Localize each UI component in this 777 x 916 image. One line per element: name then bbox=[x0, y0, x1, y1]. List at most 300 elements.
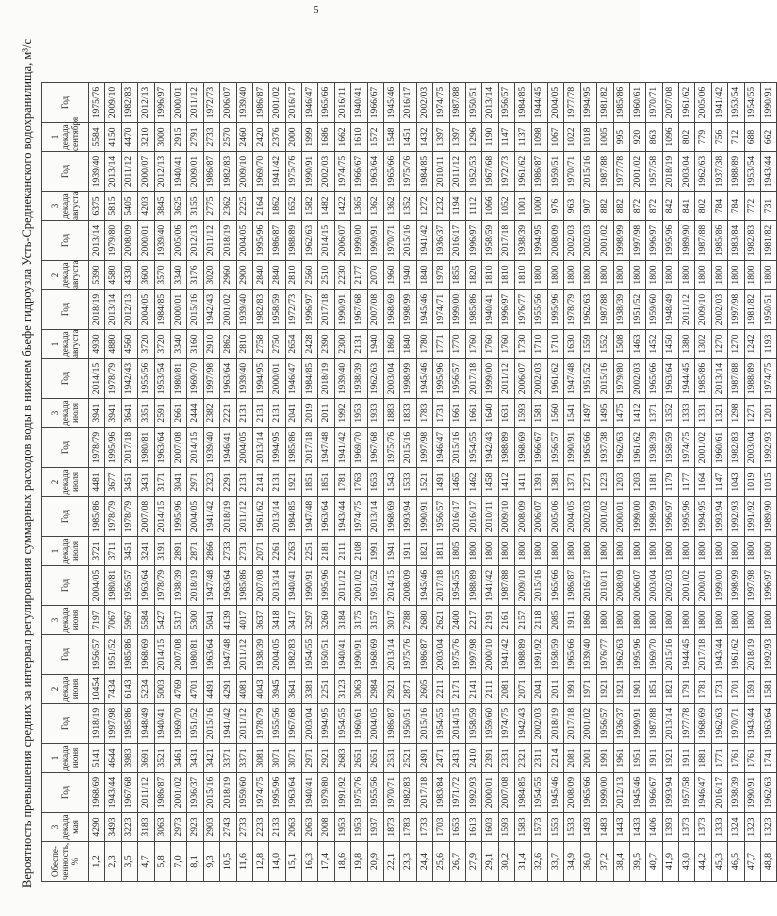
discharge-cell: 712 bbox=[728, 123, 744, 152]
year-cell: 1974/75 bbox=[761, 359, 777, 399]
year-cell: 1997/98 bbox=[105, 704, 121, 744]
discharge-cell: 1203 bbox=[613, 468, 629, 497]
year-cell: 2018/19 bbox=[662, 152, 678, 192]
probability-cell: 20,9 bbox=[367, 842, 383, 882]
discharge-cell: 1581 bbox=[761, 675, 777, 704]
year-cell: 2014/15 bbox=[318, 221, 334, 261]
discharge-cell: 1971 bbox=[580, 675, 596, 704]
year-cell: 1989/90 bbox=[679, 221, 695, 261]
discharge-cell: 1270 bbox=[711, 330, 727, 359]
discharge-cell: 1761 bbox=[728, 744, 744, 773]
table-row bbox=[564, 83, 580, 882]
year-cell: 1990/91 bbox=[416, 497, 432, 537]
year-cell: 1987/88 bbox=[597, 152, 613, 192]
year-cell: 1993/94 bbox=[400, 497, 416, 537]
discharge-cell: 3641 bbox=[285, 675, 301, 704]
discharge-cell: 2788 bbox=[400, 606, 416, 635]
year-cell: 1981/82 bbox=[597, 83, 613, 123]
discharge-cell: 1730 bbox=[515, 330, 531, 359]
discharge-cell: 1937 bbox=[367, 813, 383, 842]
year-cell: 1986/87 bbox=[269, 221, 285, 261]
year-cell: 1946/47 bbox=[695, 773, 711, 813]
discharge-cell: 1371 bbox=[564, 468, 580, 497]
discharge-cell: 2680 bbox=[416, 606, 432, 635]
table-row bbox=[482, 83, 498, 882]
discharge-cell: 1800 bbox=[531, 261, 547, 290]
year-cell: 1940/41 bbox=[170, 152, 186, 192]
year-cell: 1958/59 bbox=[547, 635, 563, 675]
year-cell: 2011/12 bbox=[679, 290, 695, 330]
discharge-cell: 1653 bbox=[449, 813, 465, 842]
discharge-cell: 1840 bbox=[400, 330, 416, 359]
year-cell: 1955/56 bbox=[269, 704, 285, 744]
year-cell: 2001/02 bbox=[629, 152, 645, 192]
table-row bbox=[679, 83, 695, 882]
year-cell: 1996/97 bbox=[662, 497, 678, 537]
year-cell: 1963/64 bbox=[662, 359, 678, 399]
probability-cell: 14,0 bbox=[269, 842, 285, 882]
year-cell: 1972/73 bbox=[498, 152, 514, 192]
discharge-cell: 1630 bbox=[564, 330, 580, 359]
discharge-cell: 3421 bbox=[203, 744, 219, 773]
discharge-cell: 1991 bbox=[597, 744, 613, 773]
discharge-cell: 2866 bbox=[203, 537, 219, 566]
discharge-cell: 1147 bbox=[711, 468, 727, 497]
year-cell: 2015/16 bbox=[662, 635, 678, 675]
table-row bbox=[285, 83, 301, 882]
year-cell: 1982/83 bbox=[728, 428, 744, 468]
year-cell: 1982/83 bbox=[220, 152, 236, 192]
year-cell: 1940/41 bbox=[302, 773, 318, 813]
year-cell: 1963/64 bbox=[285, 773, 301, 813]
discharge-cell: 2063 bbox=[302, 813, 318, 842]
discharge-cell: 3155 bbox=[187, 192, 203, 221]
year-cell: 2008/09 bbox=[547, 221, 563, 261]
discharge-cell: 3371 bbox=[220, 744, 236, 773]
year-cell: 1983/84 bbox=[433, 773, 449, 813]
discharge-cell: 1323 bbox=[744, 813, 760, 842]
year-cell: 2011/12 bbox=[236, 635, 252, 675]
year-cell: 1972/73 bbox=[285, 290, 301, 330]
discharge-cell: 995 bbox=[613, 123, 629, 152]
year-cell: 1946/41 bbox=[220, 428, 236, 468]
discharge-cell: 1603 bbox=[482, 813, 498, 842]
probability-cell: 39,5 bbox=[629, 842, 645, 882]
year-cell: 2017/18 bbox=[302, 428, 318, 468]
discharge-cell: 731 bbox=[761, 192, 777, 221]
year-cell: 1986/87 bbox=[531, 152, 547, 192]
year-cell: 2013/14 bbox=[252, 428, 268, 468]
year-cell: 1974/75 bbox=[252, 773, 268, 813]
year-cell: 2011/12 bbox=[187, 83, 203, 123]
discharge-cell: 1495 bbox=[597, 399, 613, 428]
year-cell: 1943/44 bbox=[334, 497, 350, 537]
year-cell: 1978/79 bbox=[89, 428, 105, 468]
discharge-cell: 1497 bbox=[580, 399, 596, 428]
discharge-cell: 802 bbox=[695, 192, 711, 221]
table-row bbox=[695, 83, 711, 882]
discharge-cell: 2157 bbox=[515, 606, 531, 635]
year-cell: 1994/95 bbox=[318, 704, 334, 744]
discharge-cell: 1194 bbox=[449, 192, 465, 221]
discharge-cell: 1333 bbox=[679, 399, 695, 428]
year-cell: 1974/75 bbox=[498, 704, 514, 744]
year-cell: 1993/94 bbox=[711, 497, 727, 537]
year-cell: 2007/08 bbox=[170, 635, 186, 675]
discharge-cell: 3721 bbox=[89, 537, 105, 566]
discharge-cell: 2171 bbox=[449, 675, 465, 704]
year-cell: 1938/39 bbox=[728, 773, 744, 813]
year-cell: 1954/55 bbox=[465, 428, 481, 468]
discharge-cell: 1800 bbox=[761, 606, 777, 635]
discharge-cell: 1800 bbox=[564, 261, 580, 290]
year-cell: 2004/05 bbox=[236, 221, 252, 261]
header-period: 3 декада августа bbox=[42, 192, 89, 221]
discharge-cell: 1760 bbox=[482, 330, 498, 359]
year-cell: 2018/19 bbox=[744, 635, 760, 675]
discharge-cell: 1302 bbox=[695, 330, 711, 359]
header-period: 2 декада августа bbox=[42, 261, 89, 290]
year-cell: 1985/86 bbox=[89, 497, 105, 537]
year-cell: 1990/91 bbox=[302, 566, 318, 606]
discharge-cell: 3521 bbox=[154, 744, 170, 773]
discharge-cell: 2323 bbox=[203, 468, 219, 497]
probability-table bbox=[41, 82, 777, 882]
year-cell: 1939/40 bbox=[334, 359, 350, 399]
table-row bbox=[728, 83, 744, 882]
year-cell: 1955/56 bbox=[531, 290, 547, 330]
discharge-cell: 920 bbox=[629, 123, 645, 152]
year-cell: 1992/93 bbox=[761, 635, 777, 675]
discharge-cell: 1800 bbox=[679, 537, 695, 566]
year-cell: 2011/12 bbox=[449, 152, 465, 192]
discharge-cell: 1573 bbox=[531, 813, 547, 842]
discharge-cell: 2251 bbox=[302, 537, 318, 566]
year-cell: 1995/96 bbox=[170, 497, 186, 537]
discharge-cell: 2758 bbox=[252, 330, 268, 359]
discharge-cell: 1953 bbox=[351, 399, 367, 428]
discharge-cell: 3941 bbox=[105, 399, 121, 428]
year-cell: 1998/99 bbox=[613, 221, 629, 261]
year-cell: 1985/86 bbox=[121, 704, 137, 744]
discharge-cell: 2891 bbox=[170, 537, 186, 566]
probability-cell: 22,1 bbox=[384, 842, 400, 882]
discharge-cell: 802 bbox=[679, 123, 695, 152]
discharge-cell: 3157 bbox=[367, 606, 383, 635]
discharge-cell: 1810 bbox=[515, 261, 531, 290]
discharge-cell: 6375 bbox=[89, 192, 105, 221]
year-cell: 1951/52 bbox=[367, 566, 383, 606]
year-cell: 2016/17 bbox=[285, 83, 301, 123]
discharge-cell: 1242 bbox=[744, 330, 760, 359]
year-cell: 1953/54 bbox=[154, 359, 170, 399]
probability-cell: 4,7 bbox=[138, 842, 154, 882]
year-cell: 1974/71 bbox=[433, 290, 449, 330]
discharge-cell: 2984 bbox=[367, 675, 383, 704]
probability-cell: 45,3 bbox=[711, 842, 727, 882]
year-cell: 1963/64 bbox=[154, 428, 170, 468]
year-cell: 1987/88 bbox=[597, 290, 613, 330]
discharge-cell: 5427 bbox=[154, 606, 170, 635]
discharge-cell: 2923 bbox=[187, 813, 203, 842]
year-cell: 1940/41 bbox=[154, 704, 170, 744]
year-cell: 1966/67 bbox=[531, 428, 547, 468]
table-row bbox=[662, 83, 678, 882]
table-row bbox=[318, 83, 334, 882]
year-cell: 2002/03 bbox=[711, 290, 727, 330]
discharge-cell: 10454 bbox=[89, 675, 105, 704]
year-cell: 1961/62 bbox=[515, 152, 531, 192]
discharge-cell: 2410 bbox=[465, 744, 481, 773]
year-cell: 2008/09 bbox=[613, 566, 629, 606]
discharge-cell: 2733 bbox=[236, 813, 252, 842]
discharge-cell: 1043 bbox=[728, 468, 744, 497]
discharge-cell: 2131 bbox=[351, 330, 367, 359]
header-year: Год bbox=[42, 566, 89, 606]
discharge-cell: 1781 bbox=[334, 468, 350, 497]
discharge-cell: 2008 bbox=[318, 813, 334, 842]
year-cell: 2018/19 bbox=[318, 359, 334, 399]
year-cell: 2001/02 bbox=[269, 83, 285, 123]
discharge-cell: 882 bbox=[613, 192, 629, 221]
discharge-cell: 1771 bbox=[433, 330, 449, 359]
year-cell: 1998/99 bbox=[400, 359, 416, 399]
year-cell: 2018/19 bbox=[187, 566, 203, 606]
year-cell: 2013/14 bbox=[384, 635, 400, 675]
year-cell: 1940/41 bbox=[285, 566, 301, 606]
year-cell: 1988/89 bbox=[728, 152, 744, 192]
discharge-cell: 2960 bbox=[220, 261, 236, 290]
discharge-cell: 2591 bbox=[154, 399, 170, 428]
discharge-cell: 5584 bbox=[138, 606, 154, 635]
probability-cell: 19,8 bbox=[351, 842, 367, 882]
discharge-cell: 1652 bbox=[285, 192, 301, 221]
discharge-cell: 1352 bbox=[662, 399, 678, 428]
probability-cell: 29,1 bbox=[482, 842, 498, 882]
year-cell: 1992/93 bbox=[761, 428, 777, 468]
year-cell: 1974/75 bbox=[334, 152, 350, 192]
discharge-cell: 872 bbox=[629, 192, 645, 221]
probability-cell: 26,7 bbox=[449, 842, 465, 882]
year-cell: 2000/01 bbox=[170, 83, 186, 123]
discharge-cell: 1953 bbox=[334, 813, 350, 842]
discharge-cell: 1052 bbox=[498, 192, 514, 221]
discharge-cell: 1333 bbox=[711, 813, 727, 842]
discharge-cell: 2661 bbox=[170, 399, 186, 428]
year-cell: 1951/52 bbox=[105, 635, 121, 675]
discharge-cell: 1005 bbox=[597, 123, 613, 152]
discharge-cell: 1763 bbox=[351, 468, 367, 497]
year-cell: 2000/01 bbox=[269, 359, 285, 399]
discharge-cell: 2311 bbox=[531, 744, 547, 773]
year-cell: 2008/09 bbox=[400, 566, 416, 606]
discharge-cell: 1800 bbox=[646, 261, 662, 290]
discharge-cell: 2654 bbox=[285, 330, 301, 359]
discharge-cell: 1800 bbox=[613, 606, 629, 635]
discharge-cell: 1112 bbox=[465, 192, 481, 221]
discharge-cell: 3260 bbox=[318, 606, 334, 635]
discharge-cell: 1458 bbox=[482, 468, 498, 497]
discharge-cell: 2840 bbox=[269, 261, 285, 290]
probability-cell: 9,3 bbox=[203, 842, 219, 882]
discharge-cell: 3071 bbox=[285, 744, 301, 773]
year-cell: 2004/05 bbox=[547, 83, 563, 123]
year-cell: 1967/68 bbox=[482, 152, 498, 192]
year-cell: 1995/96 bbox=[679, 497, 695, 537]
header-year: Год bbox=[42, 773, 89, 813]
discharge-cell: 1800 bbox=[744, 261, 760, 290]
year-cell: 1961/62 bbox=[679, 83, 695, 123]
probability-cell: 36,0 bbox=[580, 842, 596, 882]
year-cell: 1977/78 bbox=[564, 83, 580, 123]
discharge-cell: 1991 bbox=[564, 675, 580, 704]
year-cell: 2016/17 bbox=[400, 83, 416, 123]
year-cell: 1969/70 bbox=[351, 428, 367, 468]
discharge-cell: 3223 bbox=[121, 813, 137, 842]
year-cell: 1979/80 bbox=[318, 773, 334, 813]
discharge-cell: 1800 bbox=[711, 606, 727, 635]
year-cell: 1938/39 bbox=[613, 290, 629, 330]
table-row bbox=[580, 83, 596, 882]
year-cell: 1938/39 bbox=[170, 566, 186, 606]
discharge-cell: 2141 bbox=[465, 675, 481, 704]
discharge-cell: 1731 bbox=[433, 399, 449, 428]
year-cell: 1970/71 bbox=[646, 83, 662, 123]
discharge-cell: 3210 bbox=[138, 123, 154, 152]
discharge-cell: 1181 bbox=[646, 468, 662, 497]
discharge-cell: 1482 bbox=[318, 192, 334, 221]
discharge-cell: 4491 bbox=[203, 675, 219, 704]
year-cell: 2002/03 bbox=[580, 221, 596, 261]
discharge-cell: 1911 bbox=[646, 744, 662, 773]
discharge-cell: 1583 bbox=[515, 813, 531, 842]
year-cell: 2005/06 bbox=[695, 83, 711, 123]
discharge-cell: 1800 bbox=[465, 537, 481, 566]
discharge-cell: 1451 bbox=[400, 123, 416, 152]
year-cell: 2000/07 bbox=[138, 152, 154, 192]
year-cell: 2011/12 bbox=[498, 359, 514, 399]
discharge-cell: 2621 bbox=[433, 606, 449, 635]
year-cell: 1996/97 bbox=[154, 83, 170, 123]
table-row bbox=[646, 83, 662, 882]
year-cell: 1955/56 bbox=[367, 773, 383, 813]
year-cell: 1966/67 bbox=[351, 152, 367, 192]
year-cell: 2016/17 bbox=[711, 773, 727, 813]
year-cell: 2012/13 bbox=[121, 290, 137, 330]
year-cell: 1946/47 bbox=[433, 428, 449, 468]
year-cell: 1990/91 bbox=[302, 152, 318, 192]
discharge-cell: 3160 bbox=[187, 330, 203, 359]
discharge-cell: 1951 bbox=[629, 744, 645, 773]
year-cell: 2010/11 bbox=[482, 497, 498, 537]
year-cell: 1968/69 bbox=[89, 773, 105, 813]
year-cell: 2010/11 bbox=[597, 566, 613, 606]
discharge-cell: 1800 bbox=[629, 261, 645, 290]
year-cell: 1954/55 bbox=[531, 773, 547, 813]
year-cell: 2014/15 bbox=[384, 566, 400, 606]
discharge-cell: 3063 bbox=[351, 675, 367, 704]
discharge-cell: 1770 bbox=[449, 330, 465, 359]
discharge-cell: 3241 bbox=[138, 537, 154, 566]
year-cell: 1984/85 bbox=[154, 290, 170, 330]
discharge-cell: 2460 bbox=[236, 123, 252, 152]
probability-cell: 2,3 bbox=[105, 842, 121, 882]
header-period: 1 декада августа bbox=[42, 330, 89, 359]
discharge-cell: 1572 bbox=[367, 123, 383, 152]
table-row bbox=[138, 83, 154, 882]
year-cell: 1974/75 bbox=[351, 497, 367, 537]
discharge-cell: 1179 bbox=[662, 468, 678, 497]
year-cell: 1995/96 bbox=[433, 359, 449, 399]
year-cell: 2006/07 bbox=[334, 221, 350, 261]
year-cell: 1999/00 bbox=[482, 359, 498, 399]
year-cell: 1939/40 bbox=[89, 152, 105, 192]
year-cell: 2012/13 bbox=[187, 221, 203, 261]
probability-cell: 16,3 bbox=[302, 842, 318, 882]
year-cell: 1988/89 bbox=[285, 221, 301, 261]
discharge-cell: 2683 bbox=[334, 744, 350, 773]
year-cell: 1978/79 bbox=[252, 704, 268, 744]
discharge-cell: 1271 bbox=[744, 399, 760, 428]
year-cell: 2018/19 bbox=[89, 290, 105, 330]
year-cell: 1969/70 bbox=[646, 635, 662, 675]
discharge-cell: 2111 bbox=[334, 537, 350, 566]
discharge-cell: 5141 bbox=[89, 744, 105, 773]
year-cell: 2000/01 bbox=[482, 773, 498, 813]
probability-cell: 48,8 bbox=[761, 842, 777, 882]
year-cell: 1986/87 bbox=[564, 566, 580, 606]
year-cell: 1958/59 bbox=[482, 221, 498, 261]
year-cell: 1951/52 bbox=[187, 704, 203, 744]
header-period: 3 декада мая bbox=[42, 813, 89, 842]
table-header-row bbox=[42, 83, 89, 882]
year-cell: 2014/15 bbox=[154, 635, 170, 675]
probability-cell: 44,2 bbox=[695, 842, 711, 882]
discharge-cell: 1800 bbox=[662, 537, 678, 566]
discharge-cell: 1741 bbox=[761, 744, 777, 773]
year-cell: 1941/42 bbox=[269, 152, 285, 192]
year-cell: 1999/00 bbox=[629, 497, 645, 537]
year-cell: 2001/02 bbox=[351, 566, 367, 606]
discharge-cell: 1733 bbox=[416, 813, 432, 842]
year-cell: 1997/98 bbox=[728, 290, 744, 330]
discharge-cell: 4769 bbox=[170, 675, 186, 704]
year-cell: 1978/79 bbox=[564, 290, 580, 330]
discharge-cell: 1805 bbox=[449, 537, 465, 566]
year-cell: 1982/83 bbox=[252, 290, 268, 330]
discharge-cell: 841 bbox=[679, 192, 695, 221]
header-year: Год bbox=[42, 290, 89, 330]
year-cell: 2018/19 bbox=[547, 704, 563, 744]
year-cell: 1954/55 bbox=[433, 704, 449, 744]
year-cell: 1998/99 bbox=[400, 290, 416, 330]
table-row bbox=[351, 83, 367, 882]
year-cell: 2018/19 bbox=[220, 497, 236, 537]
year-cell: 2017/18 bbox=[121, 428, 137, 468]
discharge-cell: 1018 bbox=[580, 123, 596, 152]
table-row bbox=[170, 83, 186, 882]
year-cell: 2014/15 bbox=[89, 359, 105, 399]
discharge-cell: 3063 bbox=[154, 813, 170, 842]
discharge-cell: 1960 bbox=[384, 261, 400, 290]
year-cell: 1990/91 bbox=[761, 83, 777, 123]
discharge-cell: 1323 bbox=[761, 813, 777, 842]
year-cell: 1987/88 bbox=[498, 566, 514, 606]
discharge-cell: 1800 bbox=[531, 537, 547, 566]
discharge-cell: 5405 bbox=[121, 192, 137, 221]
year-cell: 2009/10 bbox=[236, 152, 252, 192]
discharge-cell: 1800 bbox=[515, 537, 531, 566]
